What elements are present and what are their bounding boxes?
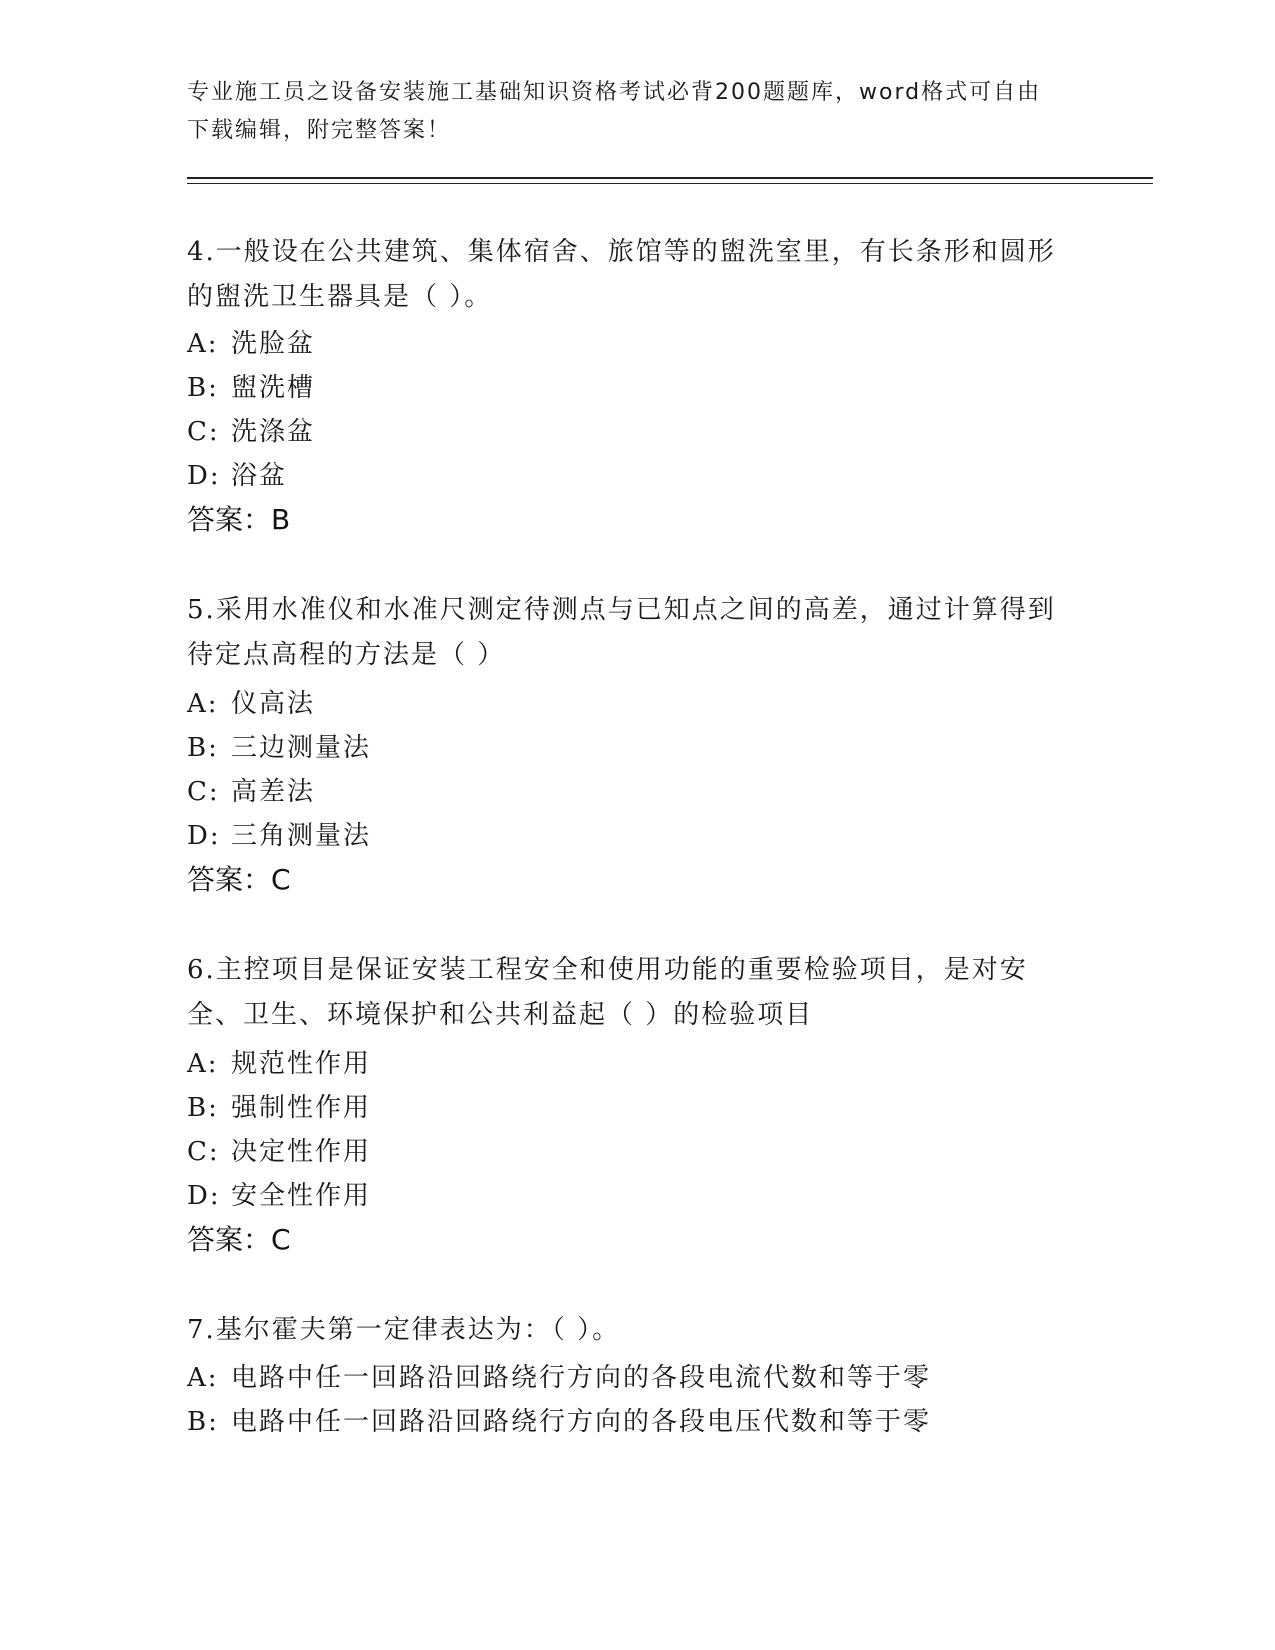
option-c <box>187 414 1087 450</box>
option-label: B: <box>187 1407 219 1437</box>
option-a <box>187 1360 1087 1396</box>
option-c <box>187 1134 1087 1170</box>
option-text: 三角测量法 <box>231 821 372 851</box>
option-label: B: <box>187 733 219 763</box>
option-b <box>187 370 1087 406</box>
option-text: 洗涤盆 <box>231 417 316 447</box>
option-text: 强制性作用 <box>231 1093 372 1123</box>
option-a <box>187 326 1087 362</box>
question-text: 4.一般设在公共建筑、集体宿舍、旅馆等的盥洗室里，有长条形和圆形的盥洗卫生器具是（ ）。 <box>187 237 1056 312</box>
question-text: 7.基尔霍夫第一定律表达为：（ ）。 <box>187 1315 621 1345</box>
option-b <box>187 1090 1087 1126</box>
answer: 答案：B <box>187 503 291 536</box>
question-text: 5.采用水准仪和水准尺测定待测点与已知点之间的高差，通过计算得到待定点高程的方法是（ ） <box>187 595 1056 670</box>
option-a <box>187 1046 1087 1082</box>
option-b <box>187 730 1087 766</box>
option-text: 电路中任一回路沿回路绕行方向的各段电压代数和等于零 <box>231 1407 932 1437</box>
header-line-1: 专业施工员之设备安装施工基础知识资格考试必背200题题库，word格式可自由 <box>187 80 1042 105</box>
option-text: 决定性作用 <box>231 1137 372 1167</box>
option-text: 高差法 <box>231 777 316 807</box>
option-d <box>187 818 1087 854</box>
option-label: C: <box>187 417 220 447</box>
option-text: 安全性作用 <box>231 1181 372 1211</box>
answer: 答案：C <box>187 863 291 896</box>
option-label: C: <box>187 1137 220 1167</box>
option-b <box>187 1404 1087 1440</box>
option-label: A: <box>187 329 219 359</box>
option-d <box>187 458 1087 494</box>
answer: 答案：C <box>187 1223 291 1256</box>
option-d <box>187 1178 1087 1214</box>
option-a <box>187 686 1087 722</box>
option-label: A: <box>187 1049 219 1079</box>
option-text: 三边测量法 <box>231 733 372 763</box>
option-text: 仪高法 <box>231 689 316 719</box>
option-text: 盥洗槽 <box>231 373 316 403</box>
option-text: 电路中任一回路沿回路绕行方向的各段电流代数和等于零 <box>231 1363 932 1393</box>
header-line-2: 下载编辑，附完整答案！ <box>187 118 452 143</box>
header-divider <box>187 177 1153 179</box>
option-label: A: <box>187 689 219 719</box>
option-label: D: <box>187 461 221 491</box>
option-text: 规范性作用 <box>231 1049 372 1079</box>
option-label: D: <box>187 1181 221 1211</box>
header-divider-thin <box>187 183 1153 184</box>
option-label: A: <box>187 1363 219 1393</box>
question-text: 6.主控项目是保证安装工程安全和使用功能的重要检验项目，是对安全、卫生、环境保护和公共利益起（ ）的检验项目 <box>187 955 1028 1030</box>
option-text: 浴盆 <box>231 461 288 491</box>
option-text: 洗脸盆 <box>231 329 316 359</box>
document-header <box>187 74 1067 150</box>
option-label: C: <box>187 777 220 807</box>
option-label: B: <box>187 373 219 403</box>
option-label: D: <box>187 821 221 851</box>
option-label: B: <box>187 1093 219 1123</box>
option-c <box>187 774 1087 810</box>
